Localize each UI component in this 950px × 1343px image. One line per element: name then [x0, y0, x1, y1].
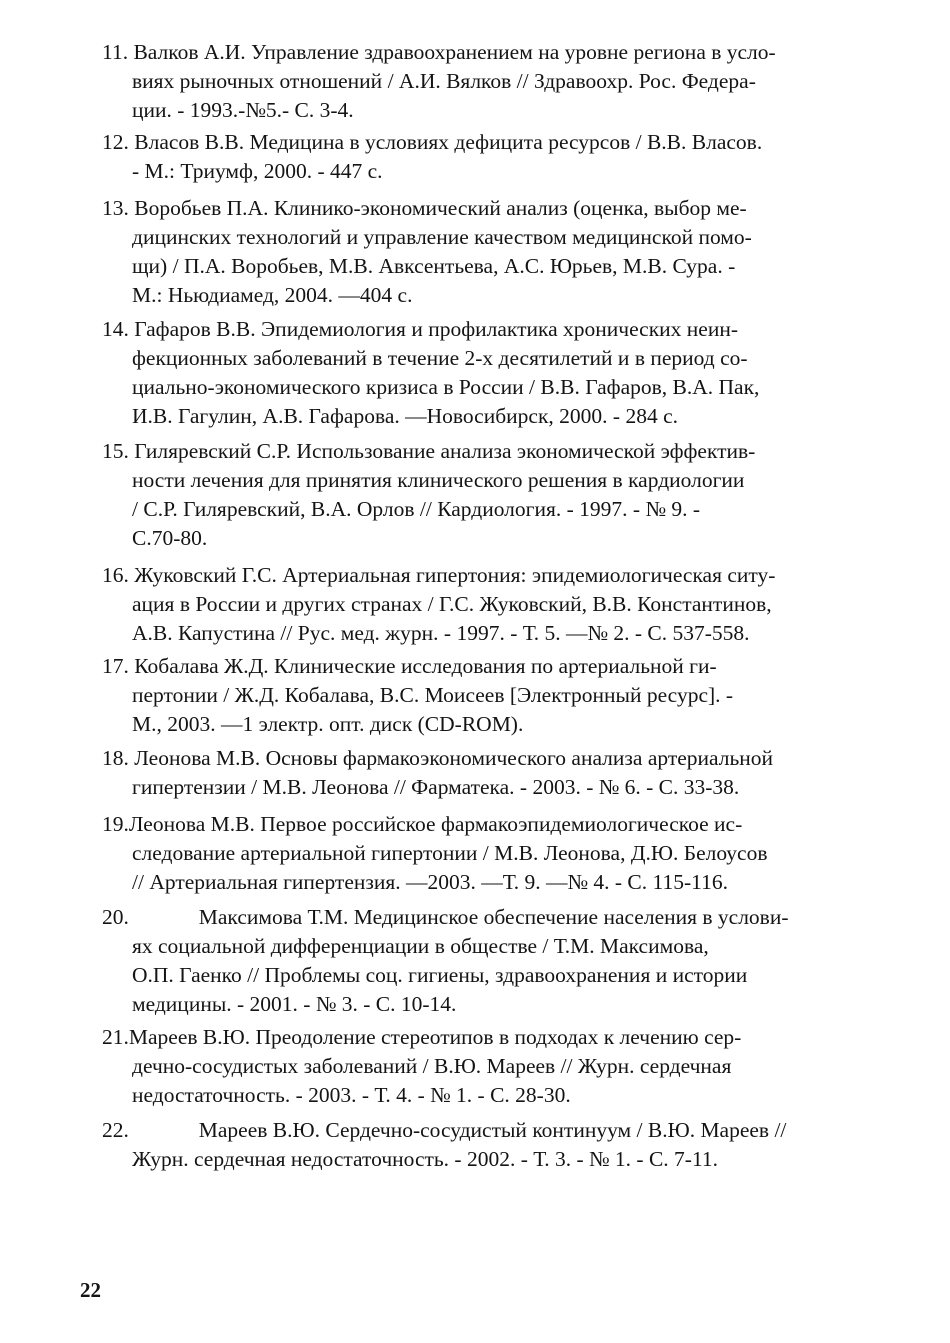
reference-line: С.70-80.	[132, 526, 208, 550]
reference-line: М., 2003. —1 электр. опт. диск (CD-ROM).	[132, 712, 524, 736]
reference-line: недостаточность. - 2003. - Т. 4. - № 1. - С. 28-30.	[132, 1083, 571, 1107]
reference-line: ности лечения для принятия клинического решения в кардиологии	[132, 468, 745, 492]
reference-line: А.В. Капустина // Рус. мед. журн. - 1997. - Т. 5. —№ 2. - С. 537-558.	[132, 621, 750, 645]
reference-line: // Артериальная гипертензия. —2003. —Т. 9. —№ 4. - С. 115-116.	[132, 870, 728, 894]
reference-line: фекционных заболеваний в течение 2-х десятилетий и в период со-	[132, 346, 748, 370]
reference-line: 16. Жуковский Г.С. Артериальная гипертония: эпидемиологическая ситу-	[102, 563, 776, 587]
reference-line: 13. Воробьев П.А. Клинико-экономический анализ (оценка, выбор ме-	[102, 196, 747, 220]
reference-line: гипертензии / М.В. Леонова // Фарматека. - 2003. - № 6. - С. 33-38.	[132, 775, 740, 799]
reference-line: 21.Мареев В.Ю. Преодоление стереотипов в подходах к лечению сер-	[102, 1025, 742, 1049]
reference-line: ях социальной дифференциации в обществе / Т.М. Максимова,	[132, 934, 709, 958]
reference-line: дечно-сосудистых заболеваний / В.Ю. Мареев // Журн. сердечная	[132, 1054, 732, 1078]
reference-line: 14. Гафаров В.В. Эпидемиология и профилактика хронических неин-	[102, 317, 739, 341]
reference-line: - М.: Триумф, 2000. - 447 с.	[132, 159, 383, 183]
reference-line: пертонии / Ж.Д. Кобалава, В.С. Моисеев [Электронный ресурс]. -	[132, 683, 734, 707]
reference-line: 15. Гиляревский С.Р. Использование анализа экономической эффектив-	[102, 439, 756, 463]
reference-line: ация в России и других странах / Г.С. Жуковский, В.В. Константинов,	[132, 592, 772, 616]
reference-line: Журн. сердечная недостаточность. - 2002. - Т. 3. - № 1. - С. 7-11.	[132, 1147, 719, 1171]
reference-line: М.: Ньюдиамед, 2004. —404 с.	[132, 283, 413, 307]
reference-line: И.В. Гагулин, А.В. Гафарова. —Новосибирск, 2000. - 284 с.	[132, 404, 678, 428]
reference-line: 20. Максимова Т.М. Медицинское обеспечение населения в услови-	[102, 905, 789, 929]
reference-line: О.П. Гаенко // Проблемы соц. гигиены, здравоохранения и истории	[132, 963, 748, 987]
reference-line: 17. Кобалава Ж.Д. Клинические исследования по артериальной ги-	[102, 654, 717, 678]
reference-line: щи) / П.А. Воробьев, М.В. Авксентьева, А.С. Юрьев, М.В. Сура. -	[132, 254, 736, 278]
reference-line: 11. Валков А.И. Управление здравоохранением на уровне региона в усло-	[102, 40, 776, 64]
reference-line: медицины. - 2001. - № 3. - С. 10-14.	[132, 992, 457, 1016]
page-number: 22	[80, 1278, 101, 1302]
reference-line: 18. Леонова М.В. Основы фармакоэкономического анализа артериальной	[102, 746, 774, 770]
reference-line: виях рыночных отношений / А.И. Вялков // Здравоохр. Рос. Федера-	[132, 69, 756, 93]
reference-line: следование артериальной гипертонии / М.В. Леонова, Д.Ю. Белоусов	[132, 841, 768, 865]
reference-line: ции. - 1993.-№5.- С. 3-4.	[132, 98, 354, 122]
reference-line: дицинских технологий и управление качеством медицинской помо-	[132, 225, 752, 249]
reference-line: 19.Леонова М.В. Первое российское фармакоэпидемиологическое ис-	[102, 812, 743, 836]
reference-line: циально-экономического кризиса в России / В.В. Гафаров, В.А. Пак,	[132, 375, 760, 399]
reference-line: 22. Мареев В.Ю. Сердечно-сосудистый континуум / В.Ю. Мареев //	[102, 1118, 787, 1142]
reference-line: / С.Р. Гиляревский, В.А. Орлов // Кардиология. - 1997. - № 9. -	[132, 497, 700, 521]
reference-line: 12. Власов В.В. Медицина в условиях дефицита ресурсов / В.В. Власов.	[102, 130, 763, 154]
